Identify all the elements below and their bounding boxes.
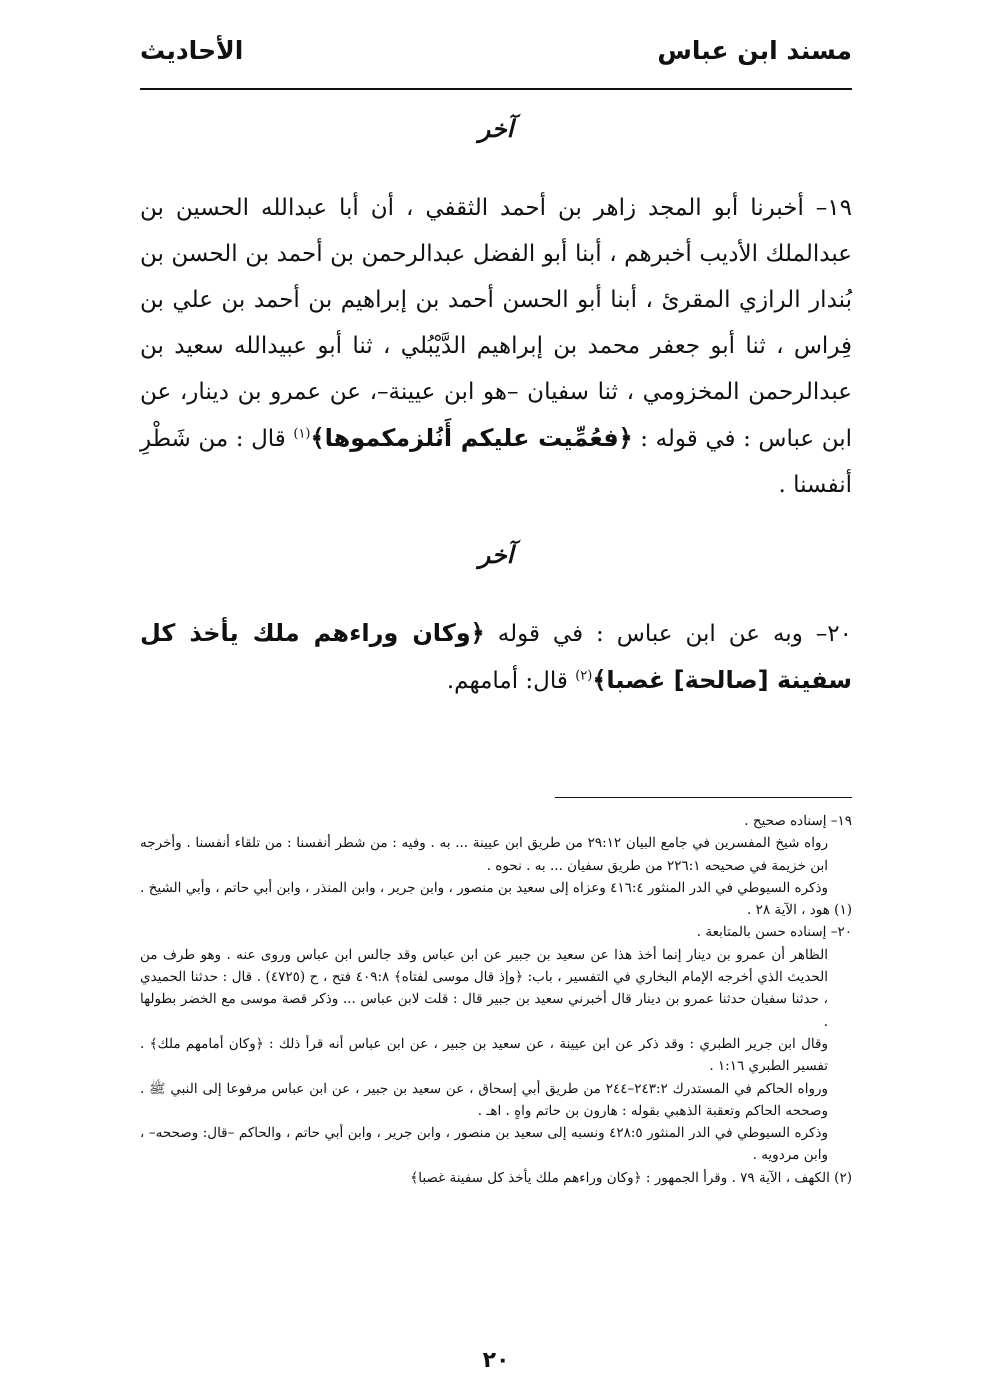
hadith-number: ١٩ [827, 195, 852, 221]
footnote-line: ورواه الحاكم في المستدرك ٢٤٣:٢–٢٤٤ من طريق أبي إسحاق ، عن سعيد بن جبير ، عن ابن عباس مرفوعا إلى النبي ﷺ . وصححه الحاكم وتعقبة الذهبي بقوله : هارون بن حاتم واهٍ . اهـ . [140, 1080, 829, 1119]
footnote-ref: (١) [293, 426, 311, 442]
chapter-title: الأحاديث [140, 36, 244, 65]
hadith-20 [140, 610, 852, 704]
quran-verse: ﴿فعُمِّيت عليكم أَنُلزمكموها﴾ [310, 424, 633, 452]
footnote-divider [555, 797, 852, 798]
page-number: ٢٠ [482, 1348, 510, 1373]
quran-verse: ﴿وكان وراءهم ملك يأخذ كل سفينة [صالحة] غصبا﴾ [140, 619, 852, 694]
footnote-line: الظاهر أن عمرو بن دينار إنما أخذ هذا عن سعيد بن جبير عن ابن عباس وقد جالس ابن عباس وروى عنه . وهو طرف من الحديث الذي أخرجه الإمام البخاري في التفسير ، باب: ﴿وإذ قال موسى لفتاه﴾ ٤٠٩:٨ فتح ، ح (٤٧٢٥) . قال : حدثنا الحميدي ، حدثنا سفيان حدثنا عمرو بن دينار قال أخبرني سعيد بن جبير قال : قلت لابن عباس ... وذكر قصة موسى مع الخضر بطولها . [140, 946, 828, 1030]
section-heading-2: آخر [478, 540, 514, 569]
hadith-text: – وبه عن ابن عباس : في قوله [497, 621, 828, 647]
running-header [140, 30, 852, 74]
book-title: مسند ابن عباس [657, 36, 852, 65]
footnote-line: (١) هود ، الآية ٢٨ . [747, 902, 852, 919]
hadith-number: ٢٠ [827, 621, 852, 647]
header-divider [140, 88, 852, 90]
footnote-line: ٢٠– إسناده حسن بالمتابعة . [696, 924, 852, 941]
footnote-line: وذكره السيوطي في الدر المنثور ٤٢٨:٥ ونسبه إلى سعيد بن منصور ، وابن جرير ، وابن أبي حاتم ، والحاكم –قال: وصححه– ، وابن مردويه . [140, 1125, 829, 1164]
footnote-line: وذكره السيوطي في الدر المنثور ٤١٦:٤ وعزاه إلى سعيد بن منصور ، وابن جرير ، وابن المنذر ، وابن أبي حاتم ، وأبي الشيخ . [140, 879, 828, 896]
footnote-line: (٢) الكهف ، الآية ٧٩ . وقرأ الجمهور : ﴿وكان وراءهم ملك يأخذ كل سفينة غصبا﴾ [410, 1169, 852, 1186]
footnote-ref: (٢) [575, 668, 593, 684]
hadith-text-end: قال: أمامهم. [446, 668, 568, 694]
hadith-19 [140, 185, 852, 508]
section-heading-1: آخر [478, 114, 514, 143]
footnote-line: ١٩– إسناده صحيح . [744, 813, 852, 829]
footnote-line: وقال ابن جرير الطبري : وقد ذكر عن ابن عيينة ، عن سعيد بن جبير ، عن ابن عباس أنه قرأ ذلك : ﴿وكان أمامهم ملك﴾ . تفسير الطبري ١:١٦ . [140, 1035, 828, 1075]
footnote-line: رواه شيخ المفسرين في جامع البيان ٢٩:١٢ من طريق ابن عيينة ... به . وفيه : من شطر أنفسنا : من تلقاء أنفسنا . وأخرجه ابن خزيمة في صحيحه ٢٢٦:١ من طريق سفيان ... به . نحوه . [140, 835, 828, 874]
hadith-text-end: قال : من شَطْرِ أنفسنا . [140, 426, 852, 498]
hadith-text: – أخبرنا أبو المجد زاهر بن أحمد الثقفي ، أن أبا عبدالله الحسين بن عبدالملك الأديب أخبرهم ، أبنا أبو الفضل عبدالرحمن بن أحمد بن الحسن بن بُندار الرازي المقرئ ، أبنا أبو الحسن أحمد بن إبراهيم بن أحمد بن علي بن فِراس ، ثنا أبو جعفر محمد بن إبراهيم الدَّيْبُلي ، ثنا أبو عبيدالله سعيد بن عبدالرحمن المخزومي ، ثنا سفيان –هو ابن عيينة–، عن عمرو بن دينار، عن ابن عباس : في قوله : [140, 195, 852, 452]
footnotes [140, 810, 852, 1189]
